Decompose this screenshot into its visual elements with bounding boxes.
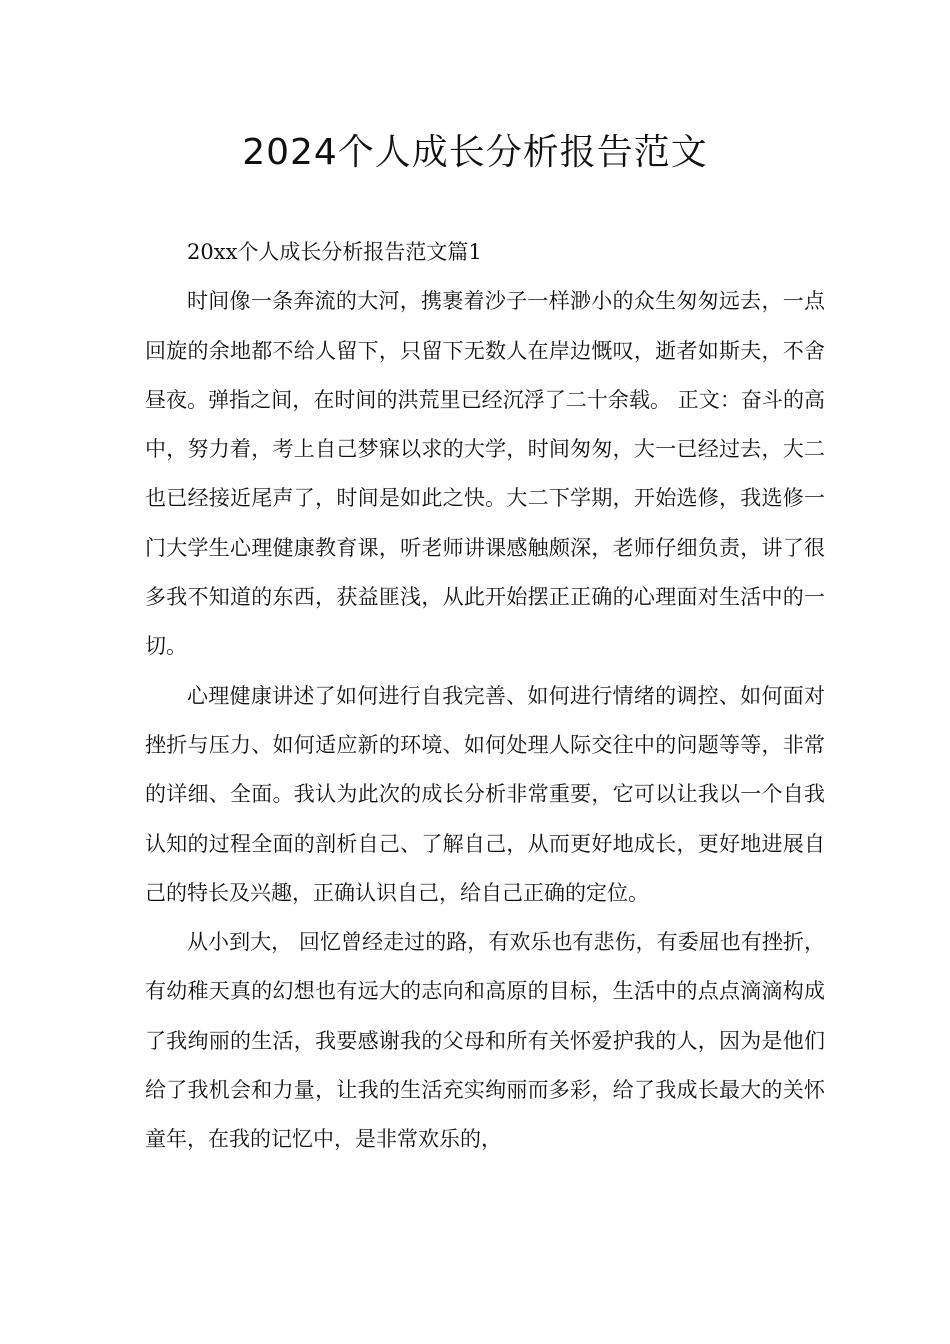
document-title: 2024个人成长分析报告范文 <box>242 132 708 173</box>
section-heading: 20xx个人成长分析报告范文篇1 <box>187 240 482 264</box>
paragraph-1: 时间像一条奔流的大河，携裹着沙子一样渺小的众生匆匆远去，一点回旋的余地都不给人留下，只留下无数人在岸边慨叹，逝者如斯夫，不舍昼夜。弹指之间，在时间的洪荒里已经沉浮了二十余载。 正文：奋斗的高中，努力着，考上自己梦寐以求的大学，时间匆匆，大一已经过去，大二也已经接近尾声了，时间是如此之快。大二下学期，开始选修，我选修一门大学生心理健康教育课，听老师讲课感触颇深，老师仔细负责，讲了很多我不知道的东西，获益匪浅，从此开始摆正正确的心理面对生活中的一切。 <box>145 289 825 659</box>
paragraph-2: 心理健康讲述了如何进行自我完善、如何进行情绪的调控、如何面对挫折与压力、如何适应新的环境、如何处理人际交往中的问题等等，非常的详细、全面。我认为此次的成长分析非常重要，它可以让我以一个自我认知的过程全面的剖析自己、了解自己，从而更好地成长，更好地进展自己的特长及兴趣，正确认识自己，给自己正确的定位。 <box>145 683 825 905</box>
paragraph-3: 从小到大， 回忆曾经走过的路，有欢乐也有悲伤，有委屈也有挫折，有幼稚天真的幻想也有远大的志向和高原的目标，生活中的点点滴滴构成了我绚丽的生活，我要感谢我的父母和所有关怀爱护我的人，因为是他们给了我机会和力量，让我的生活充实绚丽而多彩，给了我成长最大的关怀 童年，在我的记忆中，是非常欢乐的， <box>145 930 825 1152</box>
document-body <box>145 228 825 1165</box>
